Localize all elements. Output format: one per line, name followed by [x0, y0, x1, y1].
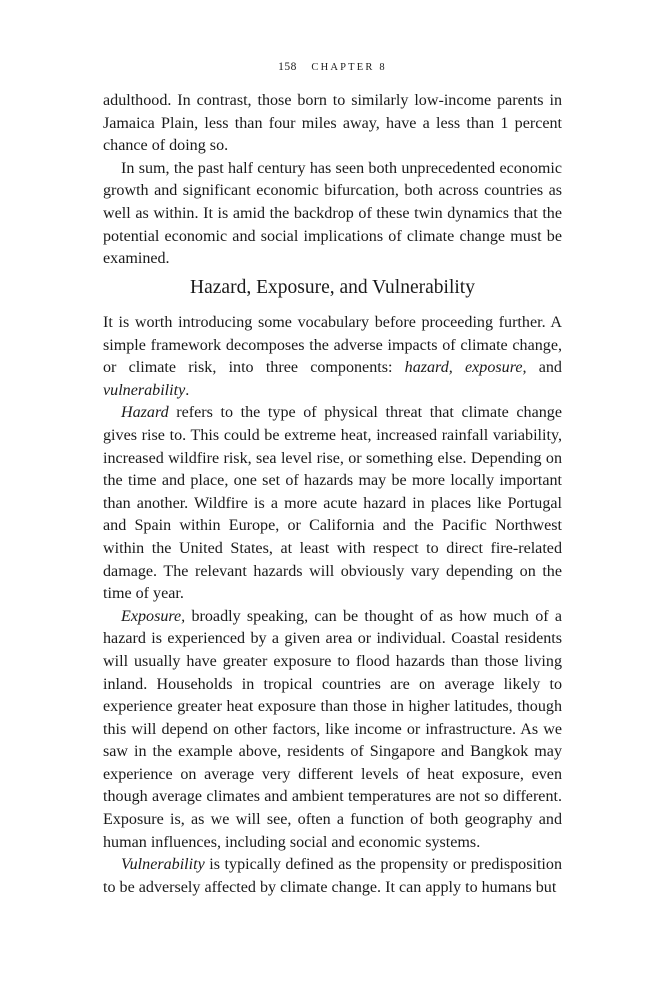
body-text-top [103, 90, 562, 271]
term-vulnerability-def: Vulnerability [121, 856, 205, 874]
paragraph-hazard-text: refers to the type of physical threat that climate change gives rise to. This could be extreme heat, increased rainfall variability, increased wildfire risk, sea level rise, or something else. Depending on the time and place, one set of hazards may be more locally important than another. Wildfire is a more acute hazard in places like Portugal and Spain within Europe, or California and the Pacific Northwest within the United States, at least with respect to direct fire-related damage. The relevant hazards will obviously vary depending on the time of year. [103, 404, 562, 603]
body-text-section [103, 312, 562, 899]
term-hazard-exposure: hazard, exposure, [404, 359, 527, 377]
paragraph-exposure-text: broadly speaking, can be thought of as how much of a hazard is experienced by a given area or individual. Coastal residents will usually have greater exposure to flood hazards than those living inland. Households in tropical countries are on average likely to experience greater heat exposure than those in higher latitudes, though this will depend on other factors, like income or infrastructure. As we saw in the example above, residents of Singapore and Bangkok may experience on average very different levels of heat exposure, even though average climates and ambient temperatures are not so different. Exposure is, as we will see, often a function of both geography and human influences, including social and economic systems. [103, 607, 562, 851]
term-exposure: Exposure, [121, 607, 186, 625]
paragraph-continuation: adulthood. In contrast, those born to similarly low-income parents in Jamaica Plain, less than four miles away, have a less than 1 percent chance of doing so. [103, 92, 562, 155]
running-head [103, 61, 562, 73]
paragraph-vulnerability-text: is typically defined as the propensity or predisposition to be adversely affected by climate change. It can apply to humans but [103, 856, 562, 896]
paragraph-vulnerability [103, 854, 562, 899]
section-heading: Hazard, Exposure, and Vulnerability [190, 277, 475, 298]
paragraph-vocabulary [103, 312, 562, 402]
paragraph-vocabulary-text: It is worth introducing some vocabulary before proceeding further. A simple framework decomposes the adverse impacts of climate change, or climate risk, into three components: [103, 314, 562, 377]
page-number: 158 [278, 61, 297, 73]
term-hazard: Hazard [121, 404, 169, 422]
conjunction-and: and [526, 359, 562, 377]
period: . [185, 381, 190, 399]
paragraph-exposure [103, 606, 562, 855]
paragraph-in-sum: In sum, the past half century has seen both unprecedented economic growth and significant economic bifurcation, both across countries as well as within. It is amid the backdrop of these twin dynamics that the potential economic and social implications of climate change must be examined. [103, 159, 562, 268]
chapter-label: CHAPTER 8 [311, 62, 387, 73]
term-vulnerability: vulnerability [103, 381, 186, 399]
paragraph-hazard [103, 402, 562, 605]
